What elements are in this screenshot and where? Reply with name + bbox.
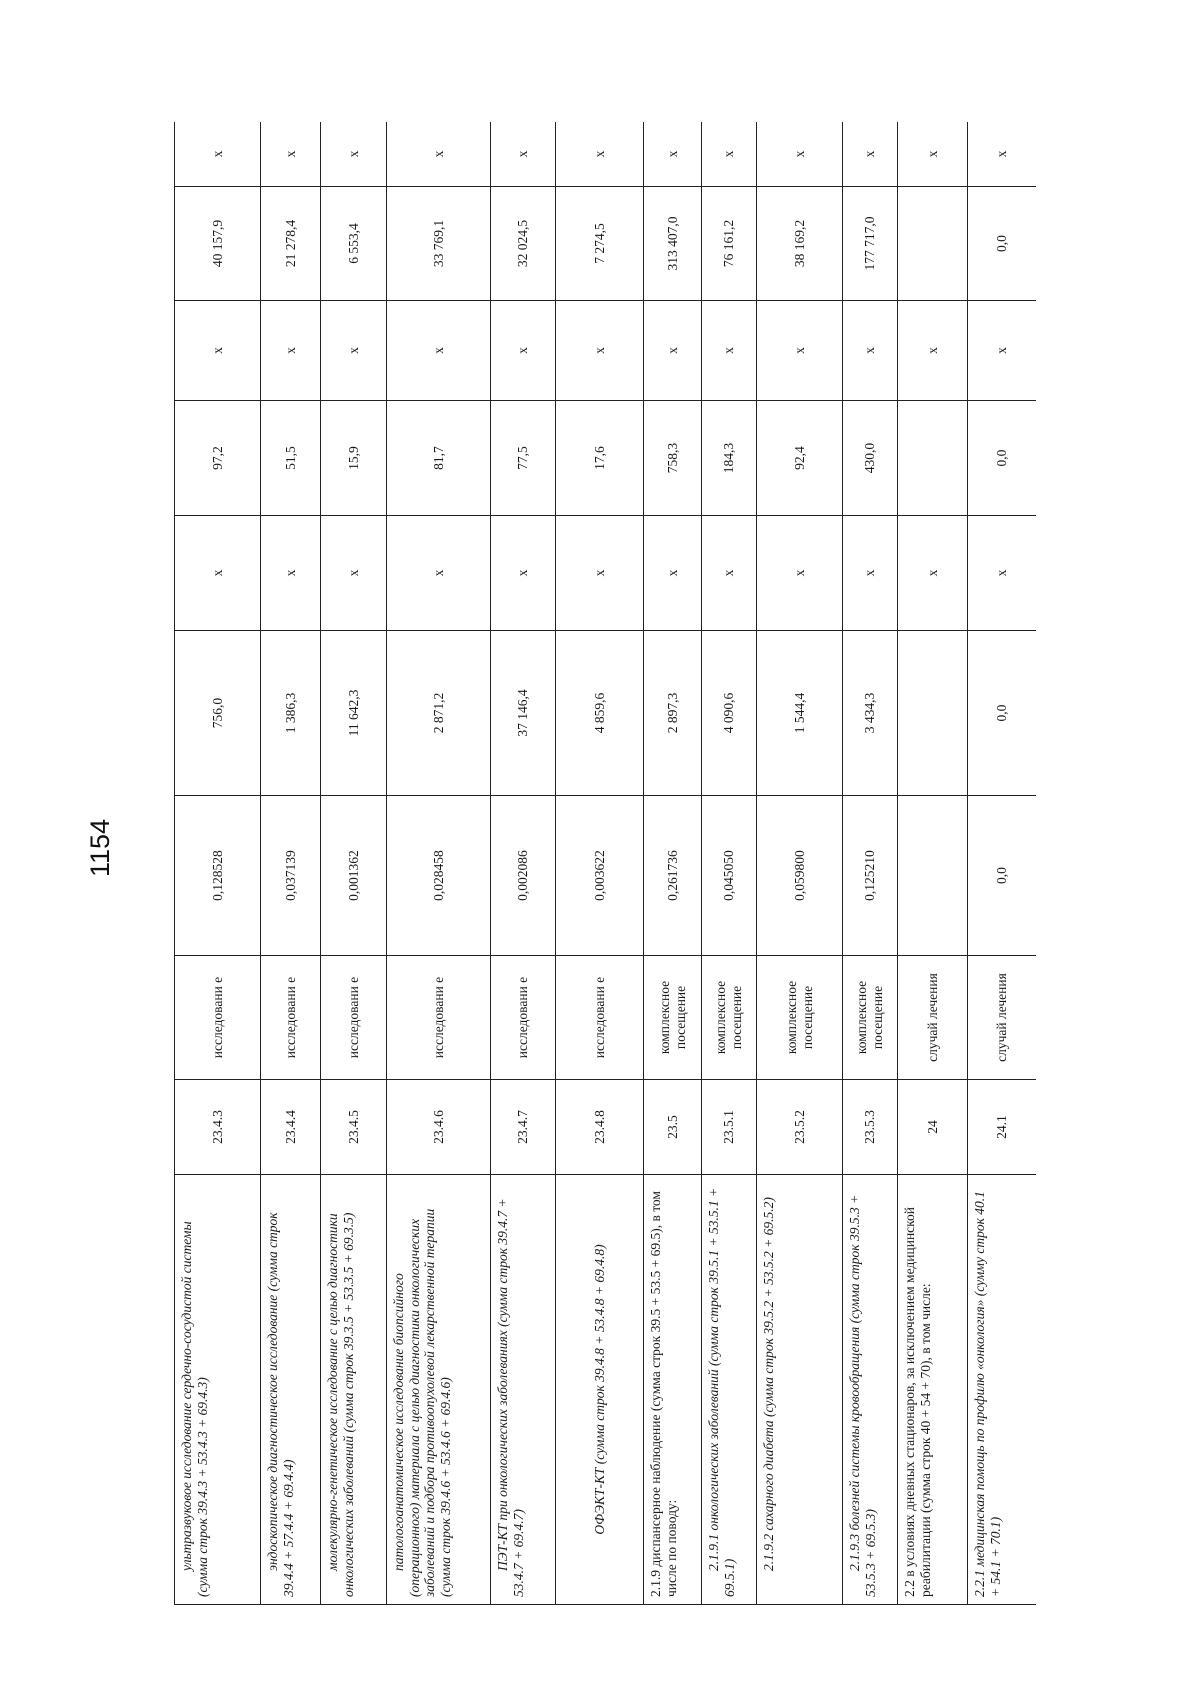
row-norm: 0,128528 [175,796,261,956]
row-cost: 4 859,6 [556,631,644,796]
row-norm: 0,001362 [321,796,387,956]
row-x2: x [843,301,898,401]
table-row [702,122,757,1605]
row-unit: комплексное посещение [843,956,898,1080]
row-cost: 1 386,3 [261,631,321,796]
row-x1: x [556,516,644,631]
row-per-person: 97,2 [175,401,261,516]
page-number: 1154 [85,818,115,878]
row-cost: 1 544,4 [757,631,843,796]
table-row [387,122,491,1605]
row-x1: x [843,516,898,631]
row-norm: 0,003622 [556,796,644,956]
table-container [174,122,1036,1605]
row-per-person: 758,3 [644,401,702,516]
row-name: 2.1.9 диспансерное наблюдение (сумма строк 39.5 + 53.5 + 69.5), в том числе по поводу: [644,1175,702,1605]
row-x1: x [757,516,843,631]
row-unit: комплексное посещение [757,956,843,1080]
row-norm: 0,037139 [261,796,321,956]
row-name: молекулярно-генетическое исследование с целью диагностики онкологических заболеваний (сумма строк 39.3.5 + 53.3.5 + 69.3.5) [321,1175,387,1605]
row-unit: комплексное посещение [702,956,757,1080]
row-x3: x [261,122,321,187]
row-x2: x [898,301,968,401]
row-name: 2.1.9.1 онкологических заболеваний (сумма строк 39.5.1 + 53.5.1 + 69.5.1) [702,1175,757,1605]
row-name: эндоскопическое диагностическое исследование (сумма строк 39.4.4 + 57.4.4 + 69.4.4) [261,1175,321,1605]
row-cost: 0,0 [968,631,1037,796]
row-total: 33 769,1 [387,187,491,301]
row-x3: x [387,122,491,187]
row-total: 38 169,2 [757,187,843,301]
row-unit: случай лечения [898,956,968,1080]
row-code: 23.5.3 [843,1080,898,1175]
row-code: 23.5.1 [702,1080,757,1175]
table-row [843,122,898,1605]
row-unit: исследовани е [175,956,261,1080]
row-norm: 0,125210 [843,796,898,956]
row-total: 0,0 [968,187,1037,301]
row-per-person: 17,6 [556,401,644,516]
table-row [757,122,843,1605]
row-norm: 0,045050 [702,796,757,956]
row-cost: 4 090,6 [702,631,757,796]
row-per-person [898,401,968,516]
data-table [174,122,1036,1605]
table-row [644,122,702,1605]
row-x3: x [175,122,261,187]
row-x1: x [321,516,387,631]
table-row [898,122,968,1605]
row-x2: x [175,301,261,401]
table-row [556,122,644,1605]
row-code: 23.4.4 [261,1080,321,1175]
row-x1: x [491,516,556,631]
row-code: 23.4.3 [175,1080,261,1175]
row-x2: x [387,301,491,401]
row-total: 32 024,5 [491,187,556,301]
row-x2: x [968,301,1037,401]
row-total: 76 161,2 [702,187,757,301]
row-x3: x [757,122,843,187]
row-code: 24 [898,1080,968,1175]
row-total: 177 717,0 [843,187,898,301]
row-x1: x [261,516,321,631]
row-x3: x [968,122,1037,187]
row-unit: исследовани е [387,956,491,1080]
row-code: 23.5.2 [757,1080,843,1175]
table-row [261,122,321,1605]
row-name: ультразвуковое исследование сердечно-сосудистой системы (сумма строк 39.4.3 + 53.4.3 + 69.4.3) [175,1175,261,1605]
table-row [491,122,556,1605]
row-x2: x [702,301,757,401]
row-x3: x [702,122,757,187]
table-row [321,122,387,1605]
row-x2: x [556,301,644,401]
row-total [898,187,968,301]
row-name: 2.2.1 медицинская помощь по профилю «онкология» (сумму строк 40.1 + 54.1 + 70.1) [968,1175,1037,1605]
row-unit: исследовани е [321,956,387,1080]
row-name: патологоанатомическое исследование биопсийного (операционного) материала с целью диагностики онкологических заболеваний и подбора противоопухолевой лекарственной терапии (сумма строк 39.4.6 + 53.4.6 + 69.4.6) [387,1175,491,1605]
row-per-person: 0,0 [968,401,1037,516]
row-code: 24.1 [968,1080,1037,1175]
row-name: 2.1.9.3 болезней системы кровообращения (сумма строк 39.5.3 + 53.5.3 + 69.5.3) [843,1175,898,1605]
row-per-person: 184,3 [702,401,757,516]
row-x2: x [757,301,843,401]
row-x2: x [321,301,387,401]
row-total: 313 407,0 [644,187,702,301]
row-per-person: 77,5 [491,401,556,516]
row-cost: 37 146,4 [491,631,556,796]
row-x3: x [843,122,898,187]
row-x3: x [644,122,702,187]
row-x3: x [898,122,968,187]
row-total: 7 274,5 [556,187,644,301]
row-per-person: 51,5 [261,401,321,516]
row-total: 21 278,4 [261,187,321,301]
row-per-person: 15,9 [321,401,387,516]
row-x2: x [491,301,556,401]
row-cost: 11 642,3 [321,631,387,796]
table-row [968,122,1037,1605]
row-x1: x [968,516,1037,631]
row-name: 2.1.9.2 сахарного диабета (сумма строк 39.5.2 + 53.5.2 + 69.5.2) [757,1175,843,1605]
row-norm: 0,002086 [491,796,556,956]
row-per-person: 81,7 [387,401,491,516]
row-per-person: 92,4 [757,401,843,516]
row-total: 40 157,9 [175,187,261,301]
row-norm [898,796,968,956]
row-x1: x [898,516,968,631]
row-x3: x [491,122,556,187]
row-unit: исследовани е [491,956,556,1080]
row-code: 23.4.6 [387,1080,491,1175]
row-cost: 2 871,2 [387,631,491,796]
row-unit: исследовани е [261,956,321,1080]
row-norm: 0,059800 [757,796,843,956]
row-name: ОФЭКТ-КТ (сумма строк 39.4.8 + 53.4.8 + 69.4.8) [556,1175,644,1605]
row-x1: x [644,516,702,631]
table-row [175,122,261,1605]
row-cost: 756,0 [175,631,261,796]
row-unit: случай лечения [968,956,1037,1080]
row-cost [898,631,968,796]
row-x2: x [261,301,321,401]
row-total: 6 553,4 [321,187,387,301]
row-name: 2.2 в условиях дневных стационаров, за исключением медицинской реабилитации (сумма строк 40 + 54 + 70), в том числе: [898,1175,968,1605]
row-cost: 2 897,3 [644,631,702,796]
row-x1: x [702,516,757,631]
row-unit: комплексное посещение [644,956,702,1080]
row-norm: 0,0 [968,796,1037,956]
row-norm: 0,261736 [644,796,702,956]
row-x1: x [387,516,491,631]
row-name: ПЭТ-КТ при онкологических заболеваниях (сумма строк 39.4.7 + 53.4.7 + 69.4.7) [491,1175,556,1605]
row-x1: x [175,516,261,631]
row-unit: исследовани е [556,956,644,1080]
row-norm: 0,028458 [387,796,491,956]
row-x3: x [556,122,644,187]
row-code: 23.4.5 [321,1080,387,1175]
row-code: 23.4.8 [556,1080,644,1175]
row-per-person: 430,0 [843,401,898,516]
row-x2: x [644,301,702,401]
row-x3: x [321,122,387,187]
row-code: 23.4.7 [491,1080,556,1175]
row-code: 23.5 [644,1080,702,1175]
row-cost: 3 434,3 [843,631,898,796]
